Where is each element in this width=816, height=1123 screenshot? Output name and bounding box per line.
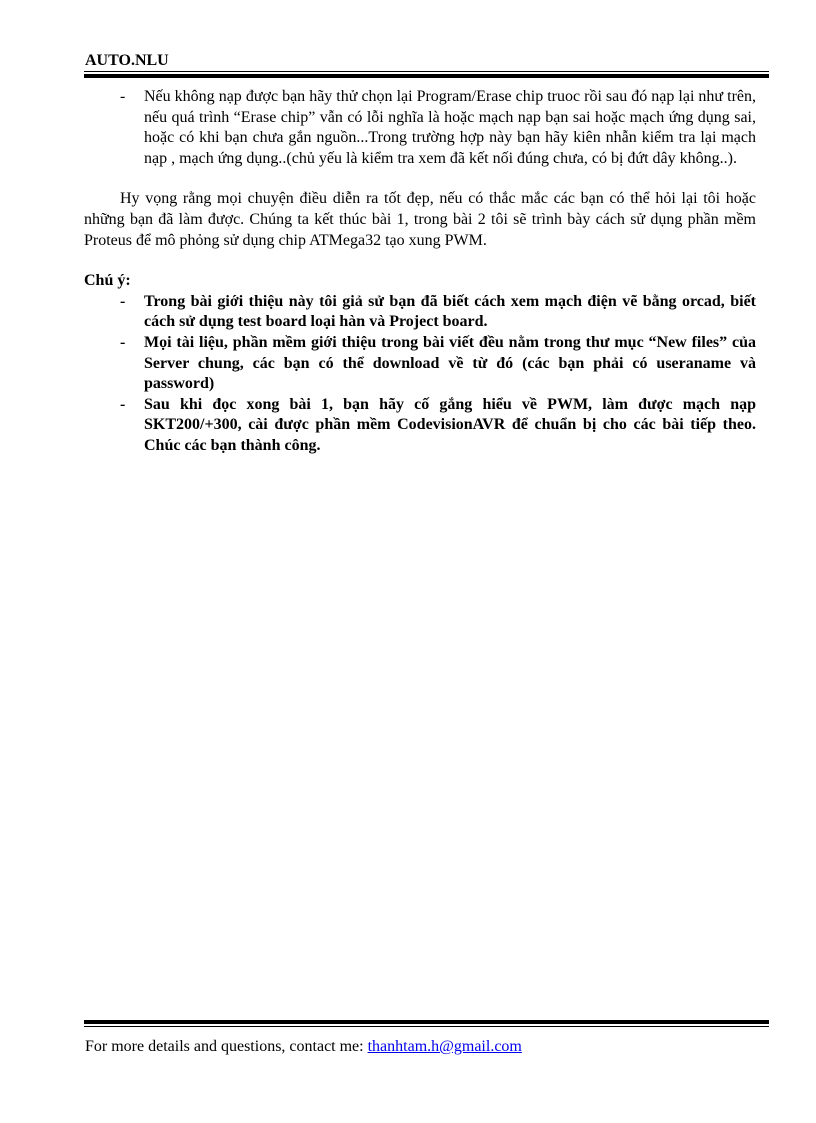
list-item — [84, 87, 756, 169]
body-paragraph: Hy vọng rằng mọi chuyện điều diễn ra tốt đẹp, nếu có thắc mắc các bạn có thể hỏi lại tôi hoặc những bạn đã làm được. Chúng ta kết thúc bài 1, trong bài 2 tôi sẽ trình bày cách sử dụng phần mềm Proteus để mô phỏng sử dụng chip ATMega32 tạo xung PWM. — [84, 190, 756, 249]
bullet-dash: - — [120, 292, 126, 310]
page-header-title: AUTO.NLU — [85, 52, 169, 69]
bullet-dash: - — [120, 395, 126, 413]
footer-label: For more details and questions, contact me: — [85, 1038, 368, 1055]
bullet-dash: - — [120, 88, 126, 105]
list-item — [84, 395, 756, 457]
header-rule-thin — [84, 71, 769, 72]
top-bullet-list — [84, 87, 756, 169]
note-heading: Chú ý: — [84, 272, 131, 290]
list-item-text: Nếu không nạp được bạn hãy thử chọn lại Program/Erase chip truoc rồi sau đó nạp lại như trên, nếu quá trình “Erase chip” vẫn có lỗi nghĩa là hoặc mạch nạp bạn sai hoặc mạch ứng dụng sai, hoặc có khi bạn chưa gắn nguồn...Trong trường hợp này bạn hãy kiên nhẫn kiểm tra lại mạch nạp , mạch ứng dụng..(chủ yếu là kiểm tra xem đã kết nối đúng chưa, có bị đứt dây không..). — [144, 88, 756, 167]
list-item-text: Trong bài giới thiệu này tôi giả sử bạn đã biết cách xem mạch điện vẽ bằng orcad, biết cách sử dụng test board loại hàn và Project board. — [144, 292, 756, 331]
document-body — [84, 87, 756, 457]
note-list — [84, 292, 756, 457]
list-item — [84, 292, 756, 333]
footer-rule-thick — [84, 1020, 769, 1024]
footer-contact — [85, 1038, 522, 1056]
footer-rule-thin — [84, 1026, 769, 1027]
contact-email-link[interactable]: thanhtam.h@gmail.com — [367, 1038, 522, 1055]
list-item-text: Sau khi đọc xong bài 1, bạn hãy cố gắng hiểu về PWM, làm được mạch nạp SKT200/+300, cài được phần mềm CodevisionAVR để chuẩn bị cho các bài tiếp theo. Chúc các bạn thành công. — [144, 395, 756, 454]
list-item-text: Mọi tài liệu, phần mềm giới thiệu trong bài viết đều nằm trong thư mục “New files” của Server chung, các bạn có thể download về từ đó (các bạn phải có useraname và password) — [144, 333, 756, 393]
header-rule-thick — [84, 74, 769, 78]
list-item — [84, 333, 756, 395]
bullet-dash: - — [120, 333, 126, 351]
